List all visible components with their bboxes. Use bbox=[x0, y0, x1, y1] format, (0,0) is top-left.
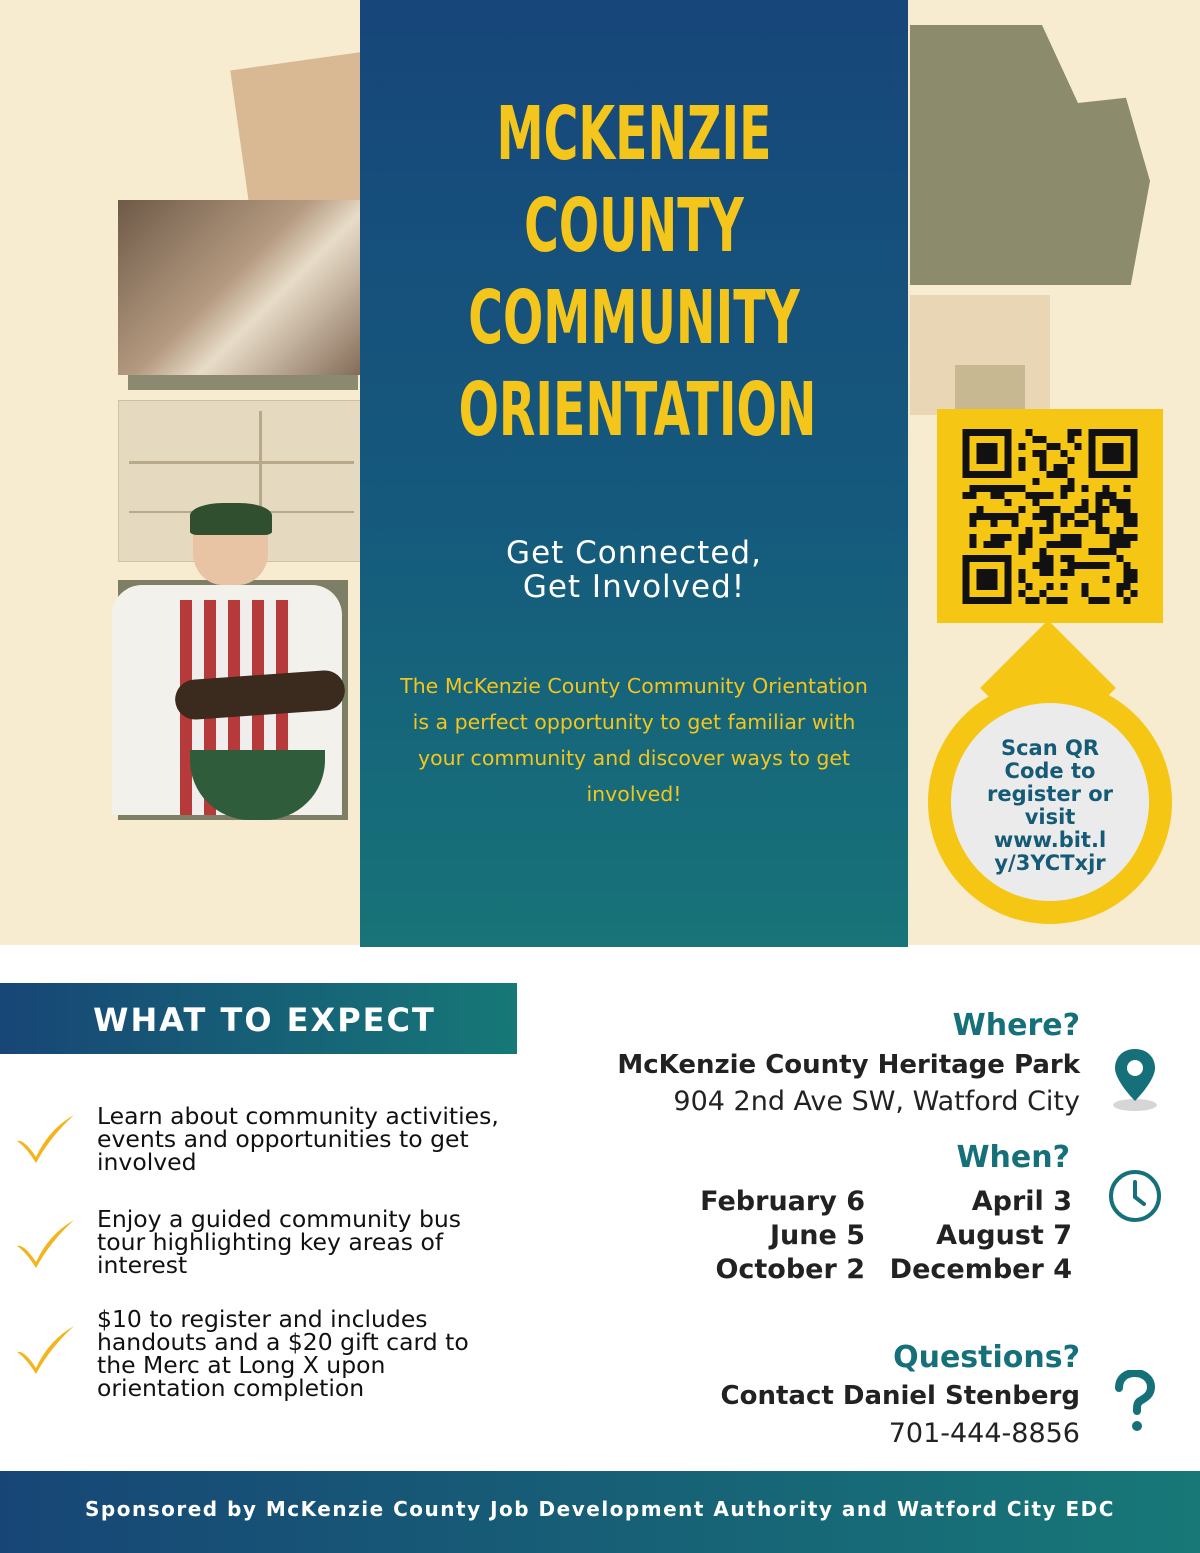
session-date: April 3 bbox=[971, 1186, 1072, 1217]
contact-phone[interactable]: 701-444-8856 bbox=[888, 1418, 1080, 1449]
callout-line: register or bbox=[986, 782, 1114, 806]
checkmark-icon bbox=[14, 1216, 76, 1268]
expect-line: events and opportunities to get bbox=[97, 1125, 469, 1153]
expect-line: $10 to register and includes bbox=[97, 1305, 428, 1333]
session-date: October 2 bbox=[715, 1254, 865, 1285]
where-heading: Where? bbox=[952, 1008, 1080, 1043]
venue-name: McKenzie County Heritage Park bbox=[617, 1050, 1080, 1080]
title-line: COMMUNITY bbox=[468, 275, 800, 361]
callout-url-line: y/3YCTxjr bbox=[994, 851, 1106, 875]
title-line: ORIENTATION bbox=[458, 367, 817, 453]
checkmark-icon bbox=[14, 1322, 76, 1374]
dates-column-left bbox=[700, 1185, 865, 1287]
qr-frame bbox=[937, 409, 1163, 623]
dates-column-right bbox=[872, 1185, 1072, 1287]
callout-line: Code to bbox=[1004, 759, 1096, 783]
questions-heading: Questions? bbox=[893, 1340, 1080, 1375]
bandana-hat bbox=[190, 503, 272, 535]
expect-item-text bbox=[97, 1102, 557, 1176]
qr-callout-text[interactable] bbox=[951, 737, 1149, 875]
longhorn-cow-photo bbox=[118, 200, 368, 375]
callout-line: Scan QR bbox=[1000, 736, 1100, 760]
map-road-line bbox=[129, 461, 354, 464]
qr-code-icon[interactable] bbox=[959, 429, 1141, 604]
title-line: COUNTY bbox=[524, 183, 744, 269]
expect-item-text bbox=[97, 1205, 557, 1279]
description: The McKenzie County Community Orientation is a perfect opportunity to get familiar with your community and discover ways to get involved! bbox=[400, 674, 868, 806]
session-date: August 7 bbox=[936, 1220, 1072, 1251]
expect-line: interest bbox=[97, 1251, 188, 1279]
page-title bbox=[458, 88, 817, 456]
tagline bbox=[360, 536, 908, 604]
tagline-line: Get Connected, bbox=[506, 535, 762, 571]
venue-address: 904 2nd Ave SW, Watford City bbox=[673, 1086, 1080, 1117]
sponsor-footer bbox=[0, 1471, 1200, 1553]
expect-item-text bbox=[97, 1305, 557, 1402]
tagline-line: Get Involved! bbox=[522, 569, 746, 605]
sponsor-text: Sponsored by McKenzie County Job Development Authority and Watford City EDC bbox=[85, 1497, 1115, 1521]
callout-line: visit bbox=[1024, 805, 1076, 829]
title-line: MCKENZIE bbox=[496, 91, 772, 177]
clock-icon bbox=[1107, 1168, 1163, 1224]
expect-line: Enjoy a guided community bus bbox=[97, 1205, 462, 1233]
hero-panel bbox=[360, 0, 908, 947]
callout-url-line: www.bit.l bbox=[993, 828, 1107, 852]
session-date: December 4 bbox=[889, 1254, 1072, 1285]
expect-line: tour highlighting key areas of bbox=[97, 1228, 444, 1256]
what-to-expect-banner bbox=[0, 983, 517, 1054]
checkmark-icon bbox=[14, 1111, 76, 1163]
session-date: February 6 bbox=[700, 1186, 865, 1217]
expect-line: Learn about community activities, bbox=[97, 1102, 499, 1130]
expect-line: involved bbox=[97, 1148, 197, 1176]
location-pin-icon bbox=[1110, 1045, 1160, 1115]
map-fragment-right bbox=[910, 25, 1150, 285]
section-title: WHAT TO EXPECT bbox=[93, 1001, 436, 1039]
expect-line: orientation completion bbox=[97, 1374, 365, 1402]
session-date: June 5 bbox=[770, 1220, 865, 1251]
expect-line: the Merc at Long X upon bbox=[97, 1351, 386, 1379]
question-mark-icon bbox=[1113, 1370, 1157, 1434]
expect-line: handouts and a $20 gift card to bbox=[97, 1328, 469, 1356]
contact-name: Contact Daniel Stenberg bbox=[720, 1381, 1080, 1411]
when-heading: When? bbox=[956, 1140, 1070, 1175]
